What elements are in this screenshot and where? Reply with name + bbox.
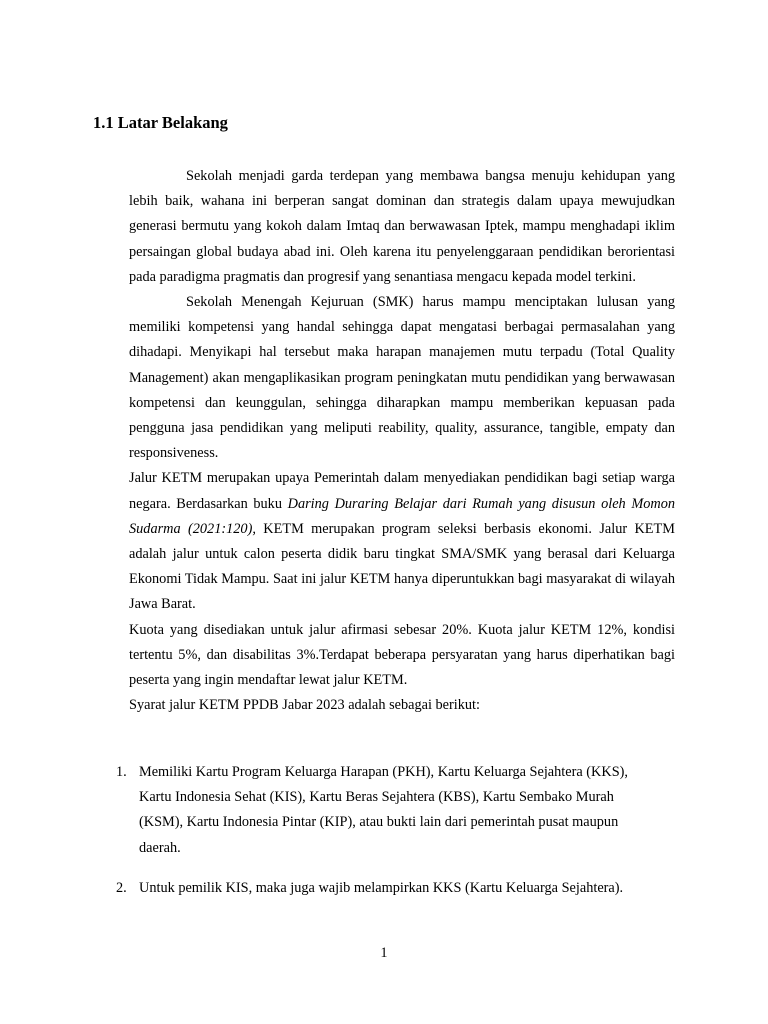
paragraph-3 [129,466,675,617]
list-item [113,876,675,901]
section-heading: 1.1 Latar Belakang [93,113,228,132]
paragraph-4: Kuota yang disediakan untuk jalur afirmasi sebesar 20%. Kuota jalur KETM 12%, kondisi tertentu 5%, dan disabilitas 3%.Terdapat beberapa persyaratan yang harus diperhatikan bagi peserta yang ingin mendaftar lewat jalur KETM. [129,621,675,689]
list-item-text: Untuk pemilik KIS, maka juga wajib melampirkan KKS (Kartu Keluarga Sejahtera). [139,880,624,896]
paragraph-3-text-start: Jalur KETM merupakan upaya Pemerintah dalam menyediakan pendidikan bagi setiap warga negara. Berdasarkan buku [129,470,675,512]
paragraph-1: Sekolah menjadi garda terdepan yang membawa bangsa menuju kehidupan yang lebih baik, wahana ini berperan sangat dominan dan strategis dalam upaya mewujudkan generasi bermutu yang kokoh dalam Imtaq dan berwawasan Iptek, mampu menghadapi iklim persaingan global budaya abad ini. Oleh karena itu penyelenggaraan pendidikan berorientasi pada paradigma pragmatis dan progresif yang senantiasa mengacu kepada model terkini. [129,168,675,285]
paragraph-5: Syarat jalur KETM PPDB Jabar 2023 adalah sebagai berikut: [129,697,480,714]
list-item-number: 2. [116,880,127,896]
paragraph-3-text-end: KETM merupakan program seleksi berbasis ekonomi. Jalur KETM adalah jalur untuk calon peserta didik baru tingkat SMA/SMK yang berasal dari Keluarga Ekonomi Tidak Mampu. Saat ini jalur KETM hanya diperuntukkan bagi masyarakat di wilayah Jawa Barat. [129,520,675,613]
paragraph-2: Sekolah Menengah Kejuruan (SMK) harus mampu menciptakan lulusan yang memiliki kompetensi yang handal sehingga dapat mengatasi berbagai permasalahan yang dihadapi. Menyikapi hal tersebut maka harapan manajemen mutu terpadu (Total Quality Management) akan mengaplikasikan program peningkatan mutu pendidikan yang berwawasan kompetensi dan keunggulan, sehingga diharapkan mampu memberikan kepuasan pada pengguna jasa pendidikan yang meliputi reability, quality, assurance, tangible, empaty dan responsiveness. [129,294,675,462]
body-text [129,164,675,718]
book-citation: Daring Duraring Belajar dari Rumah yang disusun oleh Momon Sudarma (2021:120), [129,495,676,537]
list-item-text: Memiliki Kartu Program Keluarga Harapan (PKH), Kartu Keluarga Sejahtera (KKS), Kartu Indonesia Sehat (KIS), Kartu Beras Sejahtera (KBS), Kartu Sembako Murah (KSM), Kartu Indonesia Pintar (KIP), atau bukti lain dari pemerintah pusat maupun daerah. [139,764,628,856]
page-number: 1 [380,945,388,961]
list-item [113,760,643,861]
requirements-list-2 [113,876,675,901]
requirements-list-1 [113,760,643,861]
list-item-number: 1. [116,764,127,780]
